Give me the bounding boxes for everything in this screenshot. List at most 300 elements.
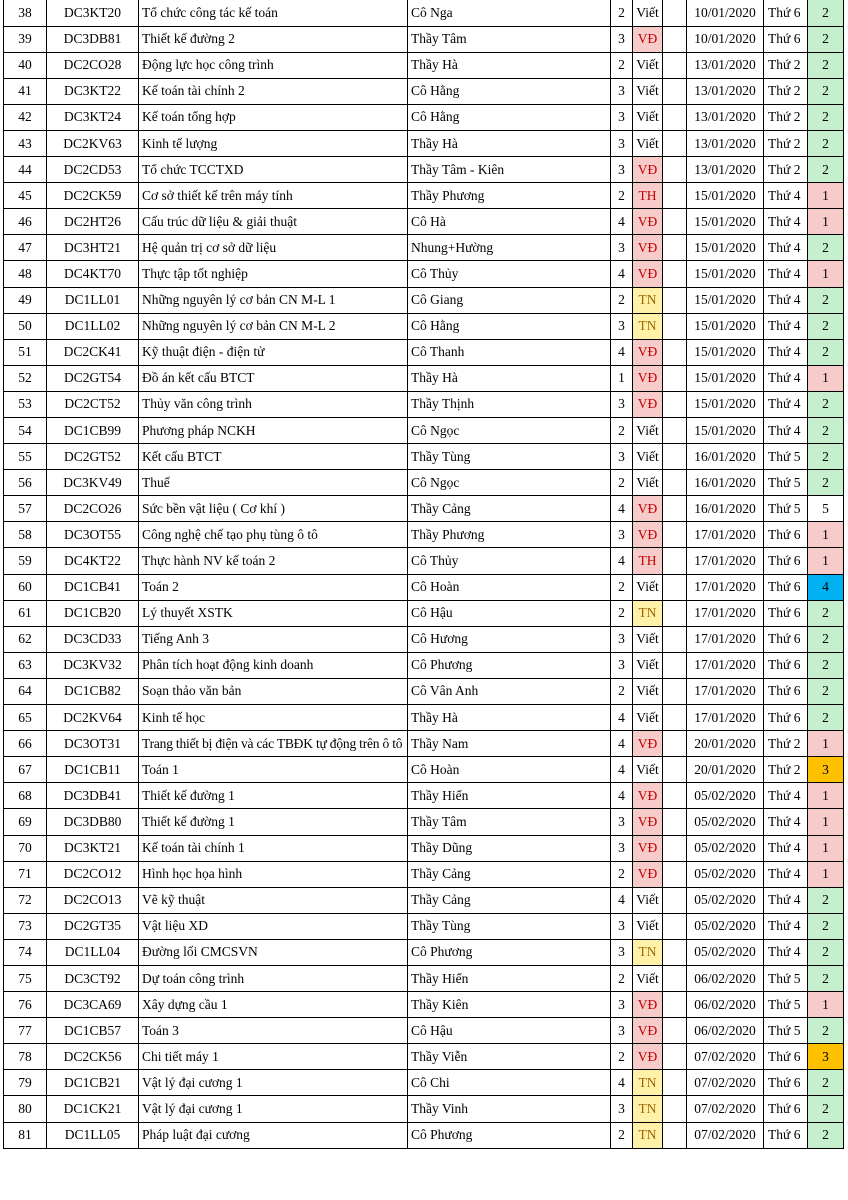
empty-cell: [663, 365, 687, 391]
course-code-cell: DC3DB81: [47, 26, 139, 52]
exam-date-cell: 16/01/2020: [687, 470, 764, 496]
weekday-cell: Thứ 4: [764, 235, 808, 261]
credits-cell: 2: [611, 1044, 633, 1070]
weekday-cell: Thứ 6: [764, 574, 808, 600]
empty-cell: [663, 130, 687, 156]
course-name-cell: Toán 2: [139, 574, 408, 600]
teacher-cell: Thầy Tâm: [408, 26, 611, 52]
course-code-cell: DC1CB20: [47, 600, 139, 626]
course-code-cell: DC3KV49: [47, 470, 139, 496]
weekday-cell: Thứ 6: [764, 600, 808, 626]
empty-cell: [663, 913, 687, 939]
empty-cell: [663, 678, 687, 704]
course-name-cell: Đồ án kết cấu BTCT: [139, 365, 408, 391]
credits-cell: 2: [611, 574, 633, 600]
room-cell: 2: [808, 652, 844, 678]
table-row: [4, 496, 844, 522]
exam-type-cell: Viết: [633, 965, 663, 991]
table-row: [4, 757, 844, 783]
credits-cell: 1: [611, 365, 633, 391]
weekday-cell: Thứ 5: [764, 965, 808, 991]
empty-cell: [663, 731, 687, 757]
exam-date-cell: 17/01/2020: [687, 522, 764, 548]
course-code-cell: DC2CD53: [47, 157, 139, 183]
room-cell: 2: [808, 391, 844, 417]
teacher-cell: Thầy Vinh: [408, 1096, 611, 1122]
exam-date-cell: 15/01/2020: [687, 365, 764, 391]
stt-cell: 70: [4, 835, 47, 861]
room-cell: 1: [808, 548, 844, 574]
course-name-cell: Kết cấu BTCT: [139, 444, 408, 470]
room-cell: 2: [808, 626, 844, 652]
weekday-cell: Thứ 6: [764, 1122, 808, 1148]
course-code-cell: DC1LL04: [47, 939, 139, 965]
exam-date-cell: 07/02/2020: [687, 1122, 764, 1148]
teacher-cell: Thầy Hiển: [408, 965, 611, 991]
credits-cell: 2: [611, 52, 633, 78]
exam-type-cell: VĐ: [633, 783, 663, 809]
credits-cell: 2: [611, 418, 633, 444]
course-code-cell: DC1CB57: [47, 1018, 139, 1044]
credits-cell: 4: [611, 548, 633, 574]
weekday-cell: Thứ 5: [764, 444, 808, 470]
credits-cell: 2: [611, 183, 633, 209]
exam-type-cell: Viết: [633, 52, 663, 78]
empty-cell: [663, 548, 687, 574]
teacher-cell: Cô Hậu: [408, 1018, 611, 1044]
stt-cell: 81: [4, 1122, 47, 1148]
course-name-cell: Soạn thảo văn bản: [139, 678, 408, 704]
course-name-cell: Kế toán tổng hợp: [139, 104, 408, 130]
stt-cell: 51: [4, 339, 47, 365]
course-code-cell: DC1LL02: [47, 313, 139, 339]
empty-cell: [663, 313, 687, 339]
course-name-cell: Thuế: [139, 470, 408, 496]
exam-type-cell: Viết: [633, 757, 663, 783]
exam-type-cell: VĐ: [633, 992, 663, 1018]
empty-cell: [663, 470, 687, 496]
exam-schedule-table: [3, 0, 844, 1149]
room-cell: 1: [808, 183, 844, 209]
exam-type-cell: VĐ: [633, 339, 663, 365]
stt-cell: 66: [4, 731, 47, 757]
table-row: [4, 1122, 844, 1148]
course-name-cell: Thủy văn công trình: [139, 391, 408, 417]
teacher-cell: Cô Phương: [408, 652, 611, 678]
empty-cell: [663, 652, 687, 678]
weekday-cell: Thứ 4: [764, 391, 808, 417]
empty-cell: [663, 1070, 687, 1096]
teacher-cell: Thầy Phương: [408, 522, 611, 548]
stt-cell: 64: [4, 678, 47, 704]
empty-cell: [663, 444, 687, 470]
table-row: [4, 391, 844, 417]
course-name-cell: Công nghệ chế tạo phụ tùng ô tô: [139, 522, 408, 548]
exam-date-cell: 13/01/2020: [687, 104, 764, 130]
room-cell: 5: [808, 496, 844, 522]
stt-cell: 72: [4, 887, 47, 913]
empty-cell: [663, 809, 687, 835]
exam-date-cell: 05/02/2020: [687, 809, 764, 835]
table-row: [4, 418, 844, 444]
room-cell: 1: [808, 861, 844, 887]
exam-type-cell: VĐ: [633, 235, 663, 261]
exam-date-cell: 20/01/2020: [687, 757, 764, 783]
course-name-cell: Tổ chức TCCTXD: [139, 157, 408, 183]
empty-cell: [663, 783, 687, 809]
room-cell: 2: [808, 1122, 844, 1148]
stt-cell: 69: [4, 809, 47, 835]
credits-cell: 3: [611, 313, 633, 339]
empty-cell: [663, 1122, 687, 1148]
teacher-cell: Cô Thanh: [408, 339, 611, 365]
teacher-cell: Thầy Hiển: [408, 783, 611, 809]
room-cell: 2: [808, 157, 844, 183]
empty-cell: [663, 0, 687, 26]
credits-cell: 3: [611, 1018, 633, 1044]
empty-cell: [663, 939, 687, 965]
course-code-cell: DC1CB99: [47, 418, 139, 444]
exam-type-cell: VĐ: [633, 496, 663, 522]
teacher-cell: Cô Phương: [408, 1122, 611, 1148]
stt-cell: 45: [4, 183, 47, 209]
credits-cell: 4: [611, 1070, 633, 1096]
course-code-cell: DC3KT22: [47, 78, 139, 104]
teacher-cell: Cô Hoàn: [408, 757, 611, 783]
credits-cell: 3: [611, 26, 633, 52]
weekday-cell: Thứ 6: [764, 1044, 808, 1070]
weekday-cell: Thứ 6: [764, 678, 808, 704]
course-name-cell: Chi tiết máy 1: [139, 1044, 408, 1070]
exam-type-cell: TN: [633, 287, 663, 313]
exam-type-cell: Viết: [633, 470, 663, 496]
table-row: [4, 992, 844, 1018]
table-row: [4, 887, 844, 913]
exam-type-cell: Viết: [633, 913, 663, 939]
table-row: [4, 313, 844, 339]
credits-cell: 3: [611, 835, 633, 861]
table-row: [4, 652, 844, 678]
table-row: [4, 444, 844, 470]
stt-cell: 74: [4, 939, 47, 965]
credits-cell: 2: [611, 287, 633, 313]
course-code-cell: DC3CD33: [47, 626, 139, 652]
teacher-cell: Thầy Kiên: [408, 992, 611, 1018]
room-cell: 2: [808, 104, 844, 130]
course-name-cell: Xây dựng cầu 1: [139, 992, 408, 1018]
course-name-cell: Thiết kế đường 2: [139, 26, 408, 52]
weekday-cell: Thứ 4: [764, 313, 808, 339]
exam-type-cell: VĐ: [633, 731, 663, 757]
room-cell: 2: [808, 418, 844, 444]
teacher-cell: Cô Giang: [408, 287, 611, 313]
empty-cell: [663, 965, 687, 991]
credits-cell: 4: [611, 705, 633, 731]
weekday-cell: Thứ 6: [764, 705, 808, 731]
exam-date-cell: 15/01/2020: [687, 418, 764, 444]
stt-cell: 39: [4, 26, 47, 52]
stt-cell: 38: [4, 0, 47, 26]
course-code-cell: DC1CB11: [47, 757, 139, 783]
stt-cell: 60: [4, 574, 47, 600]
course-code-cell: DC1CK21: [47, 1096, 139, 1122]
course-name-cell: Dự toán công trình: [139, 965, 408, 991]
teacher-cell: Thầy Dũng: [408, 835, 611, 861]
room-cell: 2: [808, 1096, 844, 1122]
credits-cell: 2: [611, 678, 633, 704]
exam-type-cell: VĐ: [633, 861, 663, 887]
credits-cell: 4: [611, 339, 633, 365]
credits-cell: 3: [611, 652, 633, 678]
table-row: [4, 1096, 844, 1122]
course-code-cell: DC2KV64: [47, 705, 139, 731]
exam-type-cell: VĐ: [633, 365, 663, 391]
weekday-cell: Thứ 4: [764, 183, 808, 209]
exam-date-cell: 17/01/2020: [687, 574, 764, 600]
weekday-cell: Thứ 6: [764, 626, 808, 652]
weekday-cell: Thứ 2: [764, 78, 808, 104]
table-row: [4, 548, 844, 574]
course-code-cell: DC4KT70: [47, 261, 139, 287]
credits-cell: 4: [611, 887, 633, 913]
exam-date-cell: 06/02/2020: [687, 1018, 764, 1044]
table-row: [4, 78, 844, 104]
stt-cell: 40: [4, 52, 47, 78]
exam-date-cell: 13/01/2020: [687, 78, 764, 104]
empty-cell: [663, 887, 687, 913]
exam-type-cell: TN: [633, 1070, 663, 1096]
stt-cell: 61: [4, 600, 47, 626]
course-code-cell: DC2GT35: [47, 913, 139, 939]
empty-cell: [663, 992, 687, 1018]
weekday-cell: Thứ 4: [764, 418, 808, 444]
exam-type-cell: Viết: [633, 130, 663, 156]
teacher-cell: Cô Hằng: [408, 313, 611, 339]
room-cell: 2: [808, 339, 844, 365]
exam-date-cell: 16/01/2020: [687, 444, 764, 470]
table-row: [4, 913, 844, 939]
exam-date-cell: 15/01/2020: [687, 235, 764, 261]
table-row: [4, 157, 844, 183]
course-name-cell: Toán 3: [139, 1018, 408, 1044]
credits-cell: 3: [611, 78, 633, 104]
exam-date-cell: 05/02/2020: [687, 861, 764, 887]
stt-cell: 43: [4, 130, 47, 156]
teacher-cell: Thầy Cảng: [408, 887, 611, 913]
course-name-cell: Trang thiết bị điện và các TBĐK tự động trên ô tô: [139, 731, 408, 757]
stt-cell: 55: [4, 444, 47, 470]
course-name-cell: Những nguyên lý cơ bản CN M-L 2: [139, 313, 408, 339]
exam-type-cell: VĐ: [633, 391, 663, 417]
stt-cell: 41: [4, 78, 47, 104]
course-name-cell: Lý thuyết XSTK: [139, 600, 408, 626]
course-code-cell: DC3OT55: [47, 522, 139, 548]
credits-cell: 2: [611, 965, 633, 991]
teacher-cell: Thầy Hà: [408, 365, 611, 391]
table-row: [4, 1070, 844, 1096]
empty-cell: [663, 522, 687, 548]
empty-cell: [663, 861, 687, 887]
stt-cell: 77: [4, 1018, 47, 1044]
teacher-cell: Cô Nga: [408, 0, 611, 26]
room-cell: 2: [808, 887, 844, 913]
weekday-cell: Thứ 2: [764, 52, 808, 78]
teacher-cell: Thầy Cảng: [408, 496, 611, 522]
credits-cell: 3: [611, 130, 633, 156]
stt-cell: 59: [4, 548, 47, 574]
exam-date-cell: 15/01/2020: [687, 339, 764, 365]
credits-cell: 2: [611, 1122, 633, 1148]
exam-date-cell: 10/01/2020: [687, 26, 764, 52]
course-name-cell: Thiết kế đường 1: [139, 783, 408, 809]
stt-cell: 68: [4, 783, 47, 809]
weekday-cell: Thứ 4: [764, 809, 808, 835]
empty-cell: [663, 104, 687, 130]
table-row: [4, 522, 844, 548]
course-code-cell: DC2CO28: [47, 52, 139, 78]
room-cell: 1: [808, 731, 844, 757]
exam-type-cell: Viết: [633, 78, 663, 104]
teacher-cell: Cô Ngọc: [408, 470, 611, 496]
course-code-cell: DC4KT22: [47, 548, 139, 574]
course-name-cell: Vật lý đại cương 1: [139, 1070, 408, 1096]
room-cell: 2: [808, 939, 844, 965]
teacher-cell: Thầy Hà: [408, 705, 611, 731]
room-cell: 2: [808, 78, 844, 104]
weekday-cell: Thứ 4: [764, 939, 808, 965]
course-name-cell: Những nguyên lý cơ bản CN M-L 1: [139, 287, 408, 313]
table-row: [4, 939, 844, 965]
table-row: [4, 235, 844, 261]
exam-date-cell: 05/02/2020: [687, 939, 764, 965]
credits-cell: 3: [611, 992, 633, 1018]
empty-cell: [663, 1096, 687, 1122]
credits-cell: 4: [611, 757, 633, 783]
course-name-cell: Thực tập tốt nghiệp: [139, 261, 408, 287]
course-code-cell: DC1CB41: [47, 574, 139, 600]
table-row: [4, 470, 844, 496]
credits-cell: 3: [611, 157, 633, 183]
exam-date-cell: 17/01/2020: [687, 705, 764, 731]
exam-date-cell: 10/01/2020: [687, 0, 764, 26]
credits-cell: 3: [611, 626, 633, 652]
room-cell: 3: [808, 757, 844, 783]
teacher-cell: Cô Hằng: [408, 78, 611, 104]
exam-date-cell: 13/01/2020: [687, 130, 764, 156]
course-name-cell: Kế toán tài chính 1: [139, 835, 408, 861]
course-name-cell: Đường lối CMCSVN: [139, 939, 408, 965]
teacher-cell: Nhung+Hường: [408, 235, 611, 261]
room-cell: 1: [808, 522, 844, 548]
empty-cell: [663, 1018, 687, 1044]
exam-date-cell: 05/02/2020: [687, 913, 764, 939]
teacher-cell: Cô Chi: [408, 1070, 611, 1096]
room-cell: 2: [808, 0, 844, 26]
stt-cell: 46: [4, 209, 47, 235]
credits-cell: 3: [611, 391, 633, 417]
empty-cell: [663, 209, 687, 235]
weekday-cell: Thứ 4: [764, 209, 808, 235]
exam-date-cell: 17/01/2020: [687, 652, 764, 678]
exam-type-cell: TN: [633, 600, 663, 626]
room-cell: 2: [808, 235, 844, 261]
table-row: [4, 965, 844, 991]
teacher-cell: Thầy Thịnh: [408, 391, 611, 417]
course-name-cell: Hình học họa hình: [139, 861, 408, 887]
course-code-cell: DC2CO12: [47, 861, 139, 887]
room-cell: 2: [808, 130, 844, 156]
room-cell: 2: [808, 1018, 844, 1044]
stt-cell: 44: [4, 157, 47, 183]
credits-cell: 3: [611, 235, 633, 261]
table-row: [4, 1018, 844, 1044]
exam-type-cell: VĐ: [633, 157, 663, 183]
teacher-cell: Thầy Viễn: [408, 1044, 611, 1070]
exam-date-cell: 15/01/2020: [687, 391, 764, 417]
empty-cell: [663, 574, 687, 600]
teacher-cell: Cô Hoàn: [408, 574, 611, 600]
table-row: [4, 678, 844, 704]
exam-type-cell: TN: [633, 939, 663, 965]
exam-date-cell: 15/01/2020: [687, 287, 764, 313]
weekday-cell: Thứ 6: [764, 1096, 808, 1122]
exam-date-cell: 17/01/2020: [687, 626, 764, 652]
course-name-cell: Cấu trúc dữ liệu & giải thuật: [139, 209, 408, 235]
room-cell: 2: [808, 313, 844, 339]
teacher-cell: Thầy Nam: [408, 731, 611, 757]
empty-cell: [663, 287, 687, 313]
credits-cell: 3: [611, 809, 633, 835]
room-cell: 2: [808, 600, 844, 626]
empty-cell: [663, 600, 687, 626]
stt-cell: 53: [4, 391, 47, 417]
stt-cell: 42: [4, 104, 47, 130]
course-name-cell: Tiếng Anh 3: [139, 626, 408, 652]
teacher-cell: Thầy Hà: [408, 52, 611, 78]
exam-date-cell: 15/01/2020: [687, 209, 764, 235]
table-row: [4, 339, 844, 365]
room-cell: 2: [808, 470, 844, 496]
exam-date-cell: 15/01/2020: [687, 313, 764, 339]
exam-date-cell: 15/01/2020: [687, 261, 764, 287]
course-code-cell: DC2KV63: [47, 130, 139, 156]
room-cell: 2: [808, 444, 844, 470]
weekday-cell: Thứ 6: [764, 1070, 808, 1096]
exam-date-cell: 07/02/2020: [687, 1044, 764, 1070]
room-cell: 3: [808, 1044, 844, 1070]
exam-type-cell: TN: [633, 313, 663, 339]
weekday-cell: Thứ 2: [764, 130, 808, 156]
course-name-cell: Thực hành NV kế toán 2: [139, 548, 408, 574]
course-code-cell: DC1LL01: [47, 287, 139, 313]
weekday-cell: Thứ 4: [764, 339, 808, 365]
stt-cell: 63: [4, 652, 47, 678]
credits-cell: 2: [611, 470, 633, 496]
weekday-cell: Thứ 2: [764, 157, 808, 183]
course-code-cell: DC2GT52: [47, 444, 139, 470]
credits-cell: 4: [611, 783, 633, 809]
weekday-cell: Thứ 2: [764, 757, 808, 783]
exam-type-cell: TN: [633, 1096, 663, 1122]
empty-cell: [663, 26, 687, 52]
exam-type-cell: VĐ: [633, 835, 663, 861]
teacher-cell: Cô Hương: [408, 626, 611, 652]
weekday-cell: Thứ 6: [764, 652, 808, 678]
room-cell: 1: [808, 209, 844, 235]
credits-cell: 3: [611, 913, 633, 939]
table-row: [4, 104, 844, 130]
exam-type-cell: VĐ: [633, 209, 663, 235]
